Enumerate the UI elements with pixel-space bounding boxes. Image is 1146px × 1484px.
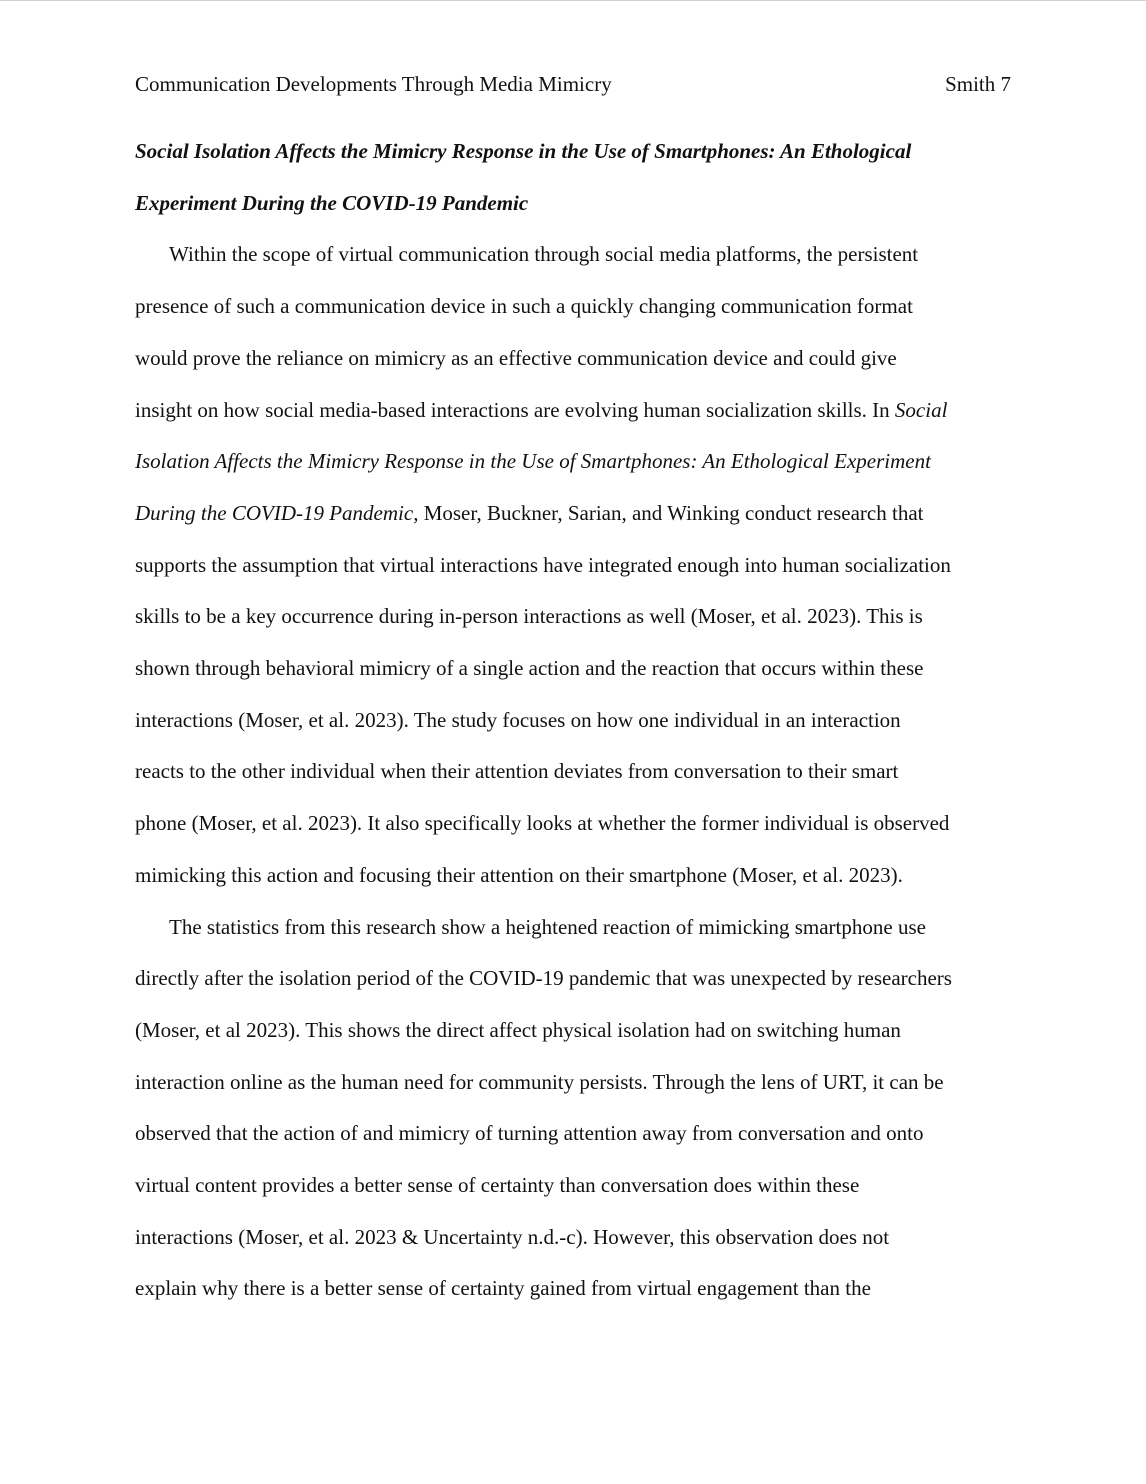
heading-line: Social Isolation Affects the Mimicry Response in the Use of Smartphones: An Ethological — [135, 139, 912, 163]
paragraph-2 — [135, 902, 1011, 1316]
paragraph-line: mimicking this action and focusing their attention on their smartphone (Moser, et al. 2023). — [135, 862, 903, 887]
line-text: insight on how social media-based interactions are evolving human socialization skills. In — [135, 397, 895, 422]
paragraph-line: observed that the action of and mimicry of turning attention away from conversation and onto — [135, 1121, 924, 1146]
paragraph-line: would prove the reliance on mimicry as an effective communication device and could give — [135, 345, 897, 370]
paragraph-line: explain why there is a better sense of certainty gained from virtual engagement than the — [135, 1276, 871, 1301]
paragraph-line — [135, 488, 1011, 540]
running-header — [135, 69, 1011, 99]
section-heading — [135, 126, 1011, 229]
paragraph-line: interactions (Moser, et al. 2023 & Uncertainty n.d.-c). However, this observation does not — [135, 1224, 890, 1249]
cited-title: Isolation Affects the Mimicry Response in the Use of Smartphones: An Ethological Experiment — [135, 449, 931, 474]
paragraph-line: Within the scope of virtual communication through social media platforms, the persistent — [169, 242, 919, 267]
page-number: Smith 7 — [945, 72, 1011, 96]
body-text — [135, 126, 1011, 1315]
paragraph-line: interactions (Moser, et al. 2023). The study focuses on how one individual in an interaction — [135, 707, 901, 732]
heading-line: Experiment During the COVID-19 Pandemic — [135, 190, 529, 215]
paragraph-line: The statistics from this research show a heightened reaction of mimicking smartphone use — [169, 914, 926, 939]
paragraph-line: virtual content provides a better sense of certainty than conversation does within these — [135, 1173, 860, 1198]
paragraph-line: presence of such a communication device in such a quickly changing communication format — [135, 294, 913, 319]
running-title: Communication Developments Through Media Mimicry — [135, 72, 612, 96]
paragraph-line — [135, 385, 1011, 437]
cited-title: Social — [894, 397, 948, 422]
paragraph-1 — [135, 229, 1011, 901]
paragraph-line: (Moser, et al 2023). This shows the direct affect physical isolation had on switching human — [135, 1017, 901, 1042]
paragraph-line: directly after the isolation period of the COVID-19 pandemic that was unexpected by researchers — [135, 966, 952, 991]
paragraph-line: supports the assumption that virtual interactions have integrated enough into human socialization — [135, 552, 951, 577]
cited-title: During the COVID-19 Pandemic, — [135, 500, 419, 525]
line-text: Moser, Buckner, Sarian, and Winking conduct research that — [418, 500, 924, 525]
paragraph-line: interaction online as the human need for community persists. Through the lens of URT, it can be — [135, 1069, 944, 1094]
paragraph-line: shown through behavioral mimicry of a single action and the reaction that occurs within these — [135, 656, 924, 681]
paragraph-line: skills to be a key occurrence during in-person interactions as well (Moser, et al. 2023). This is — [135, 604, 923, 629]
paragraph-line: phone (Moser, et al. 2023). It also specifically looks at whether the former individual is observed — [135, 811, 950, 836]
paragraph-line: reacts to the other individual when their attention deviates from conversation to their smart — [135, 759, 899, 784]
